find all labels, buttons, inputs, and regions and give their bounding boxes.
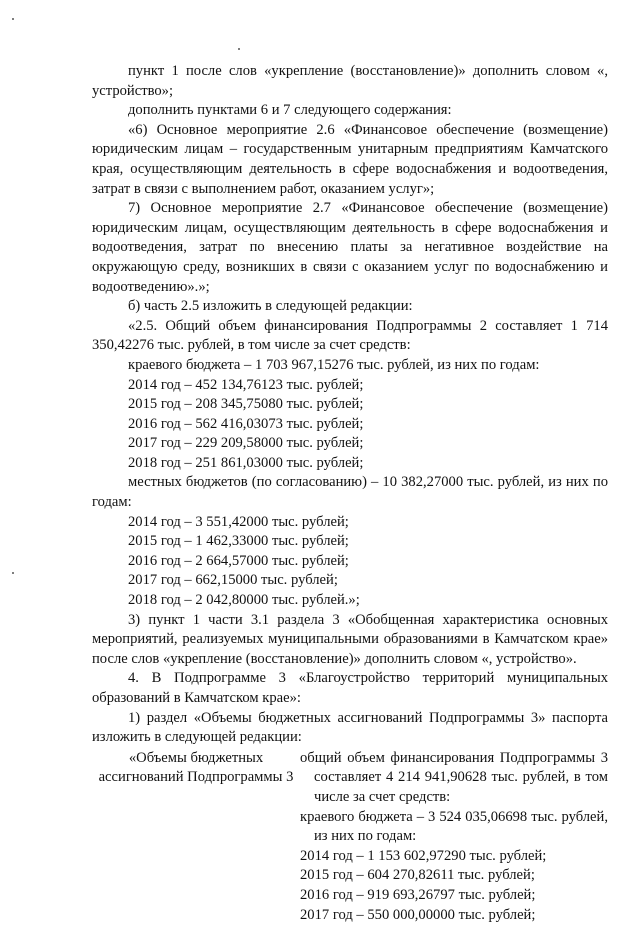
year-line: 2015 год – 604 270,82611 тыс. рублей; (300, 867, 535, 884)
passport-values (300, 749, 608, 925)
year-line: 2016 год – 919 693,26797 тыс. рублей; (300, 886, 536, 903)
paragraph-item-3: 3) пункт 1 части 3.1 раздела 3 «Обобщенная характеристика основных мероприятий, реализуемых муниципальными образованиями в Камчатском крае» после слов «укрепление (восстановление)» дополнить словом «, устройство». (92, 611, 608, 667)
paragraph-passport-section: 1) раздел «Объемы бюджетных ассигнований Подпрограммы 3» паспорта изложить в следующей редакции: (92, 709, 608, 746)
paragraph-add-items: дополнить пунктами 6 и 7 следующего содержания: (128, 102, 452, 119)
paragraph-item-6: «6) Основное мероприятие 2.6 «Финансовое обеспечение (возмещение) юридическим лицам – государственным унитарным предприятиям Камчатского края, осуществляющим деятельность в сфере водоснабжения и водоотведения, затрат в связи с выполнением работ, оказанием услуг»; (92, 121, 608, 197)
year-line: 2014 год – 1 153 602,97290 тыс. рублей; (300, 847, 547, 864)
passport-regional: краевого бюджета – 3 524 035,06698 тыс. рублей, из них по годам: (300, 808, 608, 845)
paragraph-item-1-amendment: пункт 1 после слов «укрепление (восстановление)» дополнить словом «, устройство»; (92, 63, 608, 99)
paragraph-part-2-5: б) часть 2.5 изложить в следующей редакции: (128, 298, 413, 315)
year-line: 2017 год – 662,15000 тыс. рублей; (128, 572, 338, 589)
paragraph-subprogram-3: 4. В Подпрограмме 3 «Благоустройство территорий муниципальных образований в Камчатском крае»: (92, 670, 608, 706)
year-line: 2017 год – 229 209,58000 тыс. рублей; (128, 435, 364, 452)
regional-budget-line: краевого бюджета – 1 703 967,15276 тыс. рублей, из них по годам: (128, 356, 540, 373)
year-line: 2016 год – 2 664,57000 тыс. рублей; (128, 552, 349, 569)
passport-label: «Объемы бюджетных ассигнований Подпрограммы 3 (98, 749, 294, 786)
year-line: 2015 год – 208 345,75080 тыс. рублей; (128, 396, 364, 413)
year-line: 2016 год – 562 416,03073 тыс. рублей; (128, 415, 364, 432)
year-line: 2015 год – 1 462,33000 тыс. рублей; (128, 533, 349, 550)
local-budget-line: местных бюджетов (по согласованию) – 10 382,27000 тыс. рублей, из них по годам: (92, 474, 608, 511)
year-line: 2017 год – 550 000,00000 тыс. рублей; (300, 906, 536, 923)
year-line: 2014 год – 3 551,42000 тыс. рублей; (128, 513, 349, 530)
passport-total: общий объем финансирования Подпрограммы 3 составляет 4 214 941,90628 тыс. рублей, в том числе за счет средств: (300, 749, 608, 805)
document-page (92, 62, 608, 925)
passport-table (92, 749, 608, 925)
year-line: 2018 год – 2 042,80000 тыс. рублей.»; (128, 592, 360, 609)
year-line: 2018 год – 251 861,03000 тыс. рублей; (128, 454, 364, 471)
paragraph-item-7: 7) Основное мероприятие 2.7 «Финансовое обеспечение (возмещение) юридическим лицам, осуществляющим деятельность в сфере водоснабжения и водоотведения, затрат по внесению платы за негативное воздействие на окружающую среду, возникших в связи с оказанием услуг по водоснабжению и водоотведению».»; (92, 200, 608, 295)
scan-speck (12, 18, 14, 20)
scan-speck (238, 48, 240, 50)
year-line: 2014 год – 452 134,76123 тыс. рублей; (128, 376, 364, 393)
paragraph-total-funding: «2.5. Общий объем финансирования Подпрограммы 2 составляет 1 714 350,42276 тыс. рублей, в том числе за счет средств: (92, 317, 608, 354)
scan-speck (12, 572, 14, 574)
